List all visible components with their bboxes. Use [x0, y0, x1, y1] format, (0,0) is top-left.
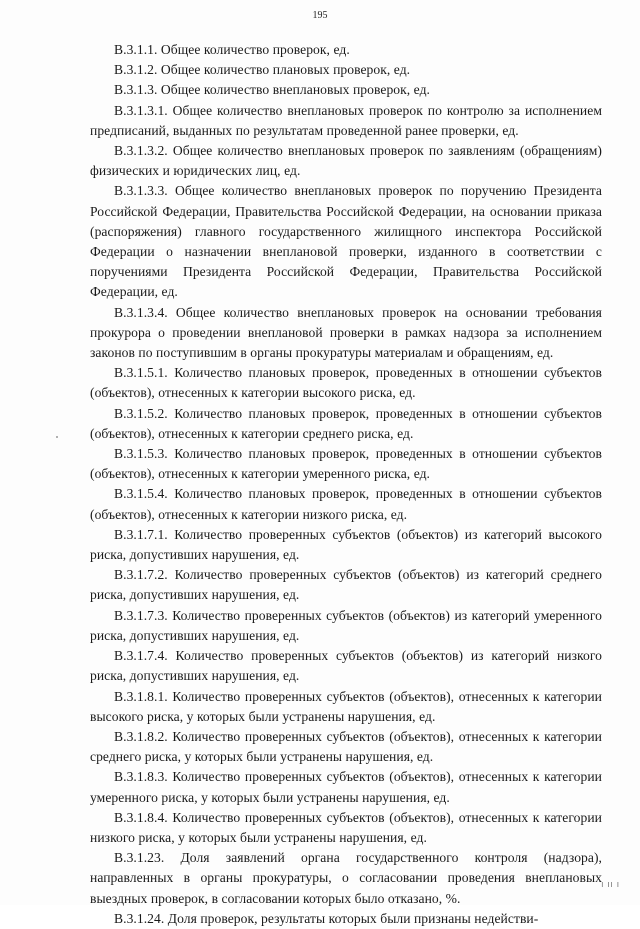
paragraph-b3-1-7-1: В.3.1.7.1. Количество проверенных субъектов (объектов) из категорий высокого риска, допустивших нарушения, ед. [90, 526, 602, 563]
paragraph-b3-1-5-2: В.3.1.5.2. Количество плановых проверок, проведенных в отношении субъектов (объектов), отнесенных к категории среднего риска, ед. [90, 405, 602, 441]
document-body [90, 40, 602, 929]
paragraph-b3-1-8-1: В.3.1.8.1. Количество проверенных субъектов (объектов), отнесенных к категории высокого риска, у которых были устранены нарушения, ед. [90, 688, 602, 724]
paragraph-b3-1-24: В.3.1.24. Доля проверок, результаты которых были признаны недействи- [114, 910, 539, 926]
page-number: 195 [312, 10, 328, 21]
paragraph-b3-1-3-4: В.3.1.3.4. Общее количество внеплановых проверок на основании требования прокурора о проведении внеплановой проверки в рамках надзора за исполнением законов по поступившим в органы прокуратуры материалам и обращениям, ед. [90, 304, 602, 361]
paragraph-b3-1-7-3: В.3.1.7.3. Количество проверенных субъектов (объектов) из категорий умеренного риска, допустивших нарушения, ед. [90, 607, 602, 643]
paragraph-b3-1-3: В.3.1.3. Общее количество внеплановых проверок, ед. [114, 82, 431, 98]
footer-scan-marks: I II I [601, 881, 620, 889]
paragraph-b3-1-3-1: В.3.1.3.1. Общее количество внеплановых проверок по контролю за исполнением предписаний, выданных по результатам проведенной ранее проверки, ед. [90, 102, 602, 138]
paragraph-b3-1-3-3: В.3.1.3.3. Общее количество внеплановых проверок по поручению Президента Российской Федерации, Правительства Российской Федерации, на основании приказа (распоряжения) главного государственного жилищного инспектора Российской Федерации о назначении внеплановой проверки, изданного в соответствии с поручениями Президента Российской Федерации, Правительства Российской Федерации, ед. [90, 183, 602, 300]
paragraph-b3-1-3-2: В.3.1.3.2. Общее количество внеплановых проверок по заявлениям (обращениям) физических и юридических лиц, ед. [90, 143, 602, 179]
paragraph-b3-1-2: В.3.1.2. Общее количество плановых проверок, ед. [114, 62, 411, 78]
paragraph-b3-1-1: В.3.1.1. Общее количество проверок, ед. [114, 42, 350, 57]
paragraph-b3-1-23: В.3.1.23. Доля заявлений органа государственного контроля (надзора), направленных в органы прокуратуры, о согласовании проведения внеплановых выездных проверок, в согласовании которых было отказано, %. [90, 850, 602, 906]
paragraph-b3-1-8-2: В.3.1.8.2. Количество проверенных субъектов (объектов), отнесенных к категории среднего риска, у которых были устранены нарушения, ед. [90, 728, 602, 765]
paragraph-b3-1-5-1: В.3.1.5.1. Количество плановых проверок, проведенных в отношении субъектов (объектов), отнесенных к категории высокого риска, ед. [90, 365, 602, 401]
paragraph-b3-1-8-3: В.3.1.8.3. Количество проверенных субъектов (объектов), отнесенных к категории умеренного риска, у которых были устранены нарушения, ед. [90, 769, 602, 805]
paragraph-b3-1-5-4: В.3.1.5.4. Количество плановых проверок, проведенных в отношении субъектов (объектов), отнесенных к категории низкого риска, ед. [90, 486, 602, 522]
scan-dot-mark [56, 436, 58, 438]
paragraph-b3-1-8-4: В.3.1.8.4. Количество проверенных субъектов (объектов), отнесенных к категории низкого риска, у которых были устранены нарушения, ед. [90, 809, 602, 845]
paragraph-b3-1-7-2: В.3.1.7.2. Количество проверенных субъектов (объектов) из категорий среднего риска, допустивших нарушения, ед. [90, 567, 602, 603]
paragraph-b3-1-5-3: В.3.1.5.3. Количество плановых проверок, проведенных в отношении субъектов (объектов), отнесенных к категории умеренного риска, ед. [90, 446, 602, 482]
paragraph-b3-1-7-4: В.3.1.7.4. Количество проверенных субъектов (объектов) из категорий низкого риска, допустивших нарушения, ед. [90, 648, 602, 684]
